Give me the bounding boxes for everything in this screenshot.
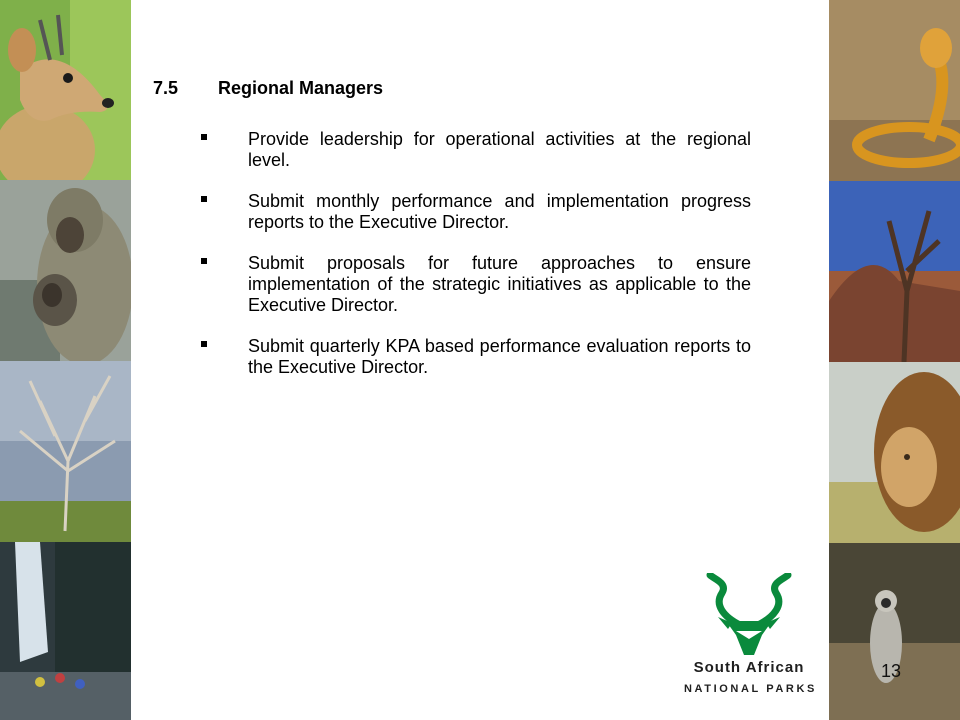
logo-text-national-parks: NATIONAL PARKS [684,683,817,695]
page-number: 13 [881,661,902,681]
square-bullet-icon [201,341,207,347]
slide-content [131,0,829,720]
bullet-item [201,336,751,378]
kudu-head-icon [684,573,814,659]
bullet-text: Submit quarterly KPA based performance evaluation reports to the Executive Director. [248,336,751,377]
section-title: Regional Managers [218,78,384,98]
bullet-text: Provide leadership for operational activities at the regional level. [248,129,751,170]
square-bullet-icon [201,134,207,140]
bullet-item [201,129,751,171]
cobra-photo [829,0,960,181]
bullet-item [201,253,751,316]
right-photo-strip [829,0,960,720]
monkey-photo [829,543,960,720]
bullet-text: Submit monthly performance and implementation progress reports to the Executive Director. [248,191,751,232]
bullet-item [201,191,751,233]
logo-text-south-african: South African [693,659,805,676]
bullet-list [201,129,751,398]
sanparks-logo [684,573,817,708]
square-bullet-icon [201,258,207,264]
square-bullet-icon [201,196,207,202]
section-number: 7.5 [153,78,179,98]
bullet-text: Submit proposals for future approaches to ensure implementation of the strategic initiatives as applicable to the Executive Director. [248,253,751,315]
antelope-photo [0,0,131,180]
waterfall-photo [0,542,131,720]
dead-tree-photo [829,181,960,362]
baboon-photo [0,180,131,361]
lion-photo [829,362,960,543]
left-photo-strip [0,0,131,720]
section-heading [153,78,383,99]
tree-landscape-photo [0,361,131,542]
